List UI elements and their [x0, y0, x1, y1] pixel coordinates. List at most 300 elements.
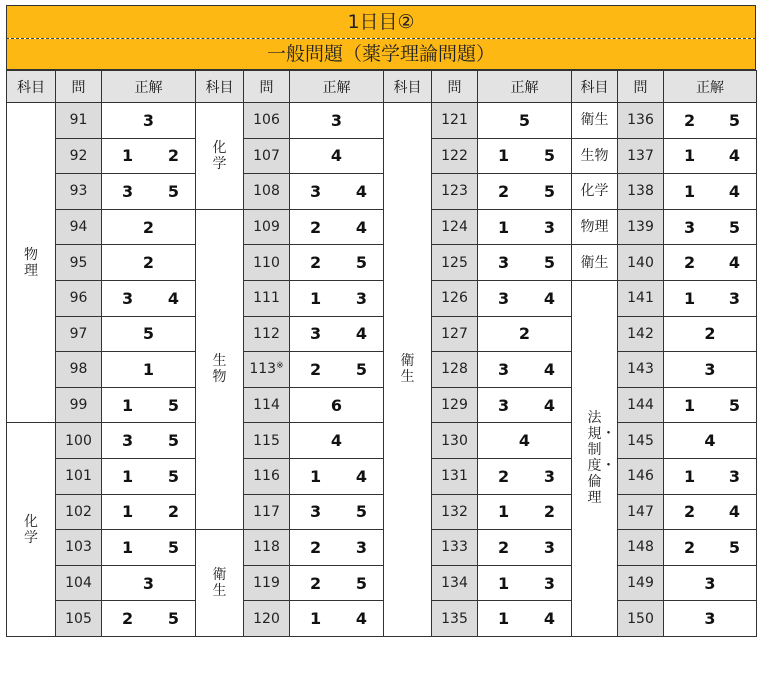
answer-value: 3	[543, 466, 555, 486]
answer-value: 2	[142, 253, 155, 273]
answer-cell	[102, 316, 196, 352]
answer-cell	[290, 209, 384, 245]
question-number-text: 112	[253, 325, 280, 342]
answer-header: 正解	[478, 71, 572, 103]
question-number	[244, 103, 290, 139]
answer-value: 2	[310, 253, 322, 273]
answer-value: 3	[142, 573, 155, 593]
answer-cell	[664, 280, 757, 316]
answer-cell	[290, 103, 384, 139]
subject-label: 物理	[580, 219, 609, 236]
question-number	[244, 138, 290, 174]
answer-cell	[664, 387, 757, 423]
question-number-text: 91	[69, 112, 88, 129]
answer-cell	[290, 138, 384, 174]
question-number-text: 106	[253, 112, 280, 129]
answer-cell	[664, 316, 757, 352]
answer-value: 3	[684, 217, 696, 237]
answer-value: 1	[122, 537, 134, 557]
answer-value: 4	[518, 431, 531, 451]
table-body	[7, 103, 757, 637]
question-number	[432, 245, 478, 281]
question-number	[56, 209, 102, 245]
question-number-text: 95	[69, 254, 88, 271]
subject-label: 化学	[580, 183, 609, 200]
answer-cell	[478, 387, 572, 423]
question-number-text: 115	[253, 432, 280, 449]
subject-label: 衛生	[400, 353, 415, 386]
question-number	[432, 103, 478, 139]
answer-value: 4	[355, 217, 367, 237]
answer-value: 1	[498, 217, 510, 237]
answer-cell	[102, 423, 196, 459]
table-row	[7, 423, 757, 459]
question-header: 問	[56, 71, 102, 103]
question-number	[618, 316, 664, 352]
question-number-text: 123	[441, 183, 468, 200]
table-row	[7, 103, 757, 139]
answer-value: 1	[498, 609, 510, 629]
question-number	[618, 209, 664, 245]
answer-sheet	[6, 5, 756, 637]
page-subtitle: 一般問題（薬学理論問題）	[6, 39, 756, 70]
answer-cell	[478, 209, 572, 245]
subject-label: 化学	[212, 139, 227, 172]
question-number-text: 143	[627, 361, 654, 378]
question-number-text: 116	[253, 468, 280, 485]
answer-cell	[102, 601, 196, 637]
question-number	[56, 245, 102, 281]
answer-value: 5	[167, 466, 179, 486]
answer-value: 1	[684, 181, 696, 201]
question-number	[56, 423, 102, 459]
question-number-text: 107	[253, 147, 280, 164]
question-number-text: 109	[253, 219, 280, 236]
question-number	[56, 494, 102, 530]
answer-value: 3	[704, 359, 716, 379]
table-row	[7, 209, 757, 245]
question-number	[56, 316, 102, 352]
table-row	[7, 352, 757, 388]
answer-value: 5	[355, 573, 367, 593]
answer-value: 3	[543, 217, 555, 237]
answer-value: 1	[684, 288, 696, 308]
answer-value: 2	[684, 537, 696, 557]
question-number-text: 133	[441, 539, 468, 556]
answer-cell	[290, 601, 384, 637]
question-number	[244, 601, 290, 637]
answer-value: 5	[167, 181, 179, 201]
subject-label: 生物	[580, 147, 609, 164]
answer-value: 2	[122, 609, 134, 629]
answer-value: 5	[518, 110, 531, 130]
question-number	[432, 174, 478, 210]
question-number-text: 117	[253, 503, 280, 520]
question-number	[618, 352, 664, 388]
question-number	[618, 138, 664, 174]
question-number	[432, 601, 478, 637]
table-row	[7, 316, 757, 352]
answer-value: 4	[355, 609, 367, 629]
answer-value: 5	[543, 253, 555, 273]
subject-label: 法規・制度・倫理	[587, 410, 616, 507]
answer-cell	[478, 174, 572, 210]
answer-cell	[102, 174, 196, 210]
answer-cell	[664, 245, 757, 281]
answer-cell	[478, 138, 572, 174]
question-number	[56, 530, 102, 566]
answer-value: 2	[498, 537, 510, 557]
table-row	[7, 138, 757, 174]
subject-cell	[572, 174, 618, 210]
question-number	[432, 138, 478, 174]
subject-header: 科目	[572, 71, 618, 103]
subject-cell	[196, 103, 244, 210]
question-number	[618, 458, 664, 494]
question-number-text: 145	[627, 432, 654, 449]
question-number-text: 146	[627, 468, 654, 485]
answer-cell	[102, 103, 196, 139]
question-number	[618, 387, 664, 423]
question-number-text: 104	[65, 575, 92, 592]
answer-value: 3	[498, 288, 510, 308]
question-number	[618, 174, 664, 210]
answer-cell	[478, 316, 572, 352]
answer-value: 3	[310, 502, 322, 522]
question-number-text: 110	[253, 254, 280, 271]
question-number	[56, 280, 102, 316]
page-title: 1日目②	[6, 5, 756, 38]
answer-cell	[664, 565, 757, 601]
answer-cell	[290, 565, 384, 601]
answer-cell	[102, 458, 196, 494]
answer-value: 5	[355, 502, 367, 522]
question-number-text: 97	[69, 325, 88, 342]
question-number-text: 122	[441, 147, 468, 164]
answer-value: 5	[728, 110, 740, 130]
answer-cell	[102, 245, 196, 281]
answer-value: 1	[684, 466, 696, 486]
answer-cell	[664, 423, 757, 459]
question-number	[244, 423, 290, 459]
answer-value: 2	[684, 110, 696, 130]
question-number-text: 121	[441, 112, 468, 129]
subject-label: 衛生	[580, 254, 609, 271]
answer-value: 5	[167, 431, 179, 451]
question-number-text: 141	[627, 290, 654, 307]
question-number-text: 130	[441, 432, 468, 449]
subject-header: 科目	[384, 71, 432, 103]
question-number-text: 132	[441, 503, 468, 520]
answer-cell	[664, 103, 757, 139]
question-number	[618, 530, 664, 566]
question-number-text: 92	[69, 147, 88, 164]
question-number-text: 140	[627, 254, 654, 271]
question-number	[618, 601, 664, 637]
subject-cell	[196, 209, 244, 529]
answer-value: 2	[543, 502, 555, 522]
answer-value: 4	[704, 431, 716, 451]
answer-value: 4	[543, 288, 555, 308]
question-number	[618, 494, 664, 530]
answer-value: 2	[518, 324, 531, 344]
question-number-text: 147	[627, 503, 654, 520]
answer-value: 3	[310, 324, 322, 344]
question-number-text: 96	[69, 290, 88, 307]
question-number-text: 98	[69, 361, 88, 378]
answer-value: 2	[684, 253, 696, 273]
subject-cell	[7, 423, 56, 637]
answer-value: 3	[498, 395, 510, 415]
answer-value: 5	[728, 395, 740, 415]
table-row	[7, 458, 757, 494]
answer-value: 1	[122, 395, 134, 415]
answer-value: 1	[142, 359, 155, 379]
answer-value: 1	[122, 146, 134, 166]
subject-cell	[572, 103, 618, 139]
question-header: 問	[432, 71, 478, 103]
answer-value: 3	[704, 609, 716, 629]
answer-value: 1	[684, 146, 696, 166]
answer-value: 3	[355, 288, 367, 308]
answer-value: 1	[122, 502, 134, 522]
question-number	[432, 209, 478, 245]
question-number-text: 111	[253, 290, 280, 307]
answer-cell	[102, 494, 196, 530]
answer-value: 3	[728, 288, 740, 308]
answer-cell	[478, 103, 572, 139]
answer-value: 4	[728, 502, 740, 522]
answer-cell	[290, 352, 384, 388]
answer-value: 4	[355, 466, 367, 486]
subject-label: 生物	[212, 353, 227, 386]
question-number	[244, 387, 290, 423]
answer-value: 2	[498, 181, 510, 201]
table-header-row	[7, 71, 757, 103]
answer-value: 4	[728, 146, 740, 166]
question-number-text: 102	[65, 503, 92, 520]
answer-cell	[664, 601, 757, 637]
question-number-text: 149	[627, 575, 654, 592]
question-number-text: 126	[441, 290, 468, 307]
question-number	[244, 316, 290, 352]
answer-value: 3	[122, 288, 134, 308]
question-number-text: 118	[253, 539, 280, 556]
answer-value: 3	[122, 431, 134, 451]
answer-value: 6	[330, 395, 343, 415]
answer-cell	[478, 458, 572, 494]
question-number-text: 114	[253, 397, 280, 414]
answer-cell	[478, 423, 572, 459]
answer-value: 3	[310, 181, 322, 201]
answer-value: 3	[498, 253, 510, 273]
question-number-text: 93	[69, 183, 88, 200]
question-number	[618, 280, 664, 316]
question-number	[432, 387, 478, 423]
subject-cell	[572, 138, 618, 174]
question-number-text: 103	[65, 539, 92, 556]
answer-value: 2	[310, 537, 322, 557]
answer-value: 4	[355, 181, 367, 201]
answer-value: 4	[543, 395, 555, 415]
question-number	[432, 458, 478, 494]
subject-cell	[572, 245, 618, 281]
answer-header: 正解	[290, 71, 384, 103]
question-header: 問	[618, 71, 664, 103]
answer-cell	[478, 280, 572, 316]
question-number	[244, 530, 290, 566]
answer-value: 5	[167, 537, 179, 557]
question-number	[56, 103, 102, 139]
subject-cell	[572, 280, 618, 636]
answer-cell	[290, 174, 384, 210]
question-number	[56, 138, 102, 174]
answer-value: 1	[122, 466, 134, 486]
question-number	[244, 352, 290, 388]
question-number-text: 124	[441, 219, 468, 236]
question-number	[244, 174, 290, 210]
subject-cell	[384, 103, 432, 637]
answer-value: 4	[330, 146, 343, 166]
answer-cell	[664, 209, 757, 245]
question-number	[432, 494, 478, 530]
answer-value: 4	[167, 288, 179, 308]
answer-cell	[478, 601, 572, 637]
answer-value: 5	[543, 146, 555, 166]
question-number-text: 148	[627, 539, 654, 556]
answer-cell	[102, 138, 196, 174]
table-row	[7, 174, 757, 210]
question-number	[244, 245, 290, 281]
answer-value: 4	[330, 431, 343, 451]
subject-label: 化学	[24, 513, 38, 546]
question-number-text: 119	[253, 575, 280, 592]
answer-value: 5	[142, 324, 155, 344]
answer-cell	[290, 280, 384, 316]
question-number	[56, 458, 102, 494]
answer-value: 3	[122, 181, 134, 201]
question-number-text: 125	[441, 254, 468, 271]
answer-value: 3	[543, 537, 555, 557]
answer-header: 正解	[102, 71, 196, 103]
answer-cell	[290, 245, 384, 281]
question-number	[244, 280, 290, 316]
answer-value: 1	[498, 573, 510, 593]
answer-cell	[290, 530, 384, 566]
answer-cell	[290, 423, 384, 459]
answer-value: 2	[684, 502, 696, 522]
answer-value: 1	[310, 466, 322, 486]
answer-cell	[478, 245, 572, 281]
answer-cell	[102, 387, 196, 423]
subject-cell	[196, 530, 244, 637]
answer-cell	[664, 174, 757, 210]
question-number-text: 137	[627, 147, 654, 164]
answer-value: 4	[728, 181, 740, 201]
answer-value: 3	[543, 573, 555, 593]
answer-cell	[478, 565, 572, 601]
answer-cell	[664, 530, 757, 566]
subject-header: 科目	[7, 71, 56, 103]
answer-value: 2	[310, 573, 322, 593]
question-number-text: 108	[253, 183, 280, 200]
question-number	[618, 565, 664, 601]
question-number-text: 150	[627, 610, 654, 627]
subject-cell	[7, 103, 56, 423]
question-number	[432, 316, 478, 352]
question-header: 問	[244, 71, 290, 103]
answer-cell	[664, 458, 757, 494]
answer-value: 3	[355, 537, 367, 557]
question-number-text: 94	[69, 219, 88, 236]
question-number	[432, 423, 478, 459]
answer-value: 4	[355, 324, 367, 344]
answer-value: 2	[167, 502, 179, 522]
answer-cell	[664, 138, 757, 174]
answer-value: 2	[498, 466, 510, 486]
answer-value: 2	[704, 324, 716, 344]
answer-value: 2	[310, 359, 322, 379]
question-number-text: 128	[441, 361, 468, 378]
table-row	[7, 530, 757, 566]
answer-cell	[478, 494, 572, 530]
answer-cell	[478, 530, 572, 566]
table-row	[7, 387, 757, 423]
question-number-text: 99	[69, 397, 88, 414]
question-number-text: 134	[441, 575, 468, 592]
answer-value: 2	[142, 217, 155, 237]
answer-cell	[290, 316, 384, 352]
answer-cell	[478, 352, 572, 388]
answer-value: 5	[355, 253, 367, 273]
answer-table	[6, 70, 757, 637]
subject-cell	[572, 209, 618, 245]
answer-cell	[102, 280, 196, 316]
question-number	[244, 209, 290, 245]
question-number-text: 139	[627, 219, 654, 236]
question-number-text: 142	[627, 325, 654, 342]
answer-value: 4	[543, 359, 555, 379]
answer-value: 1	[684, 395, 696, 415]
answer-cell	[102, 565, 196, 601]
subject-header: 科目	[196, 71, 244, 103]
answer-value: 1	[498, 146, 510, 166]
answer-value: 1	[498, 502, 510, 522]
answer-value: 1	[310, 609, 322, 629]
question-number-text: 135	[441, 610, 468, 627]
answer-value: 3	[330, 110, 343, 130]
table-row	[7, 565, 757, 601]
answer-header: 正解	[664, 71, 757, 103]
table-row	[7, 601, 757, 637]
question-number	[56, 387, 102, 423]
answer-value: 3	[704, 573, 716, 593]
answer-value: 4	[728, 253, 740, 273]
question-number	[432, 565, 478, 601]
answer-value: 3	[728, 466, 740, 486]
answer-value: 3	[142, 110, 155, 130]
subject-label: 衛生	[212, 567, 227, 600]
answer-value: 3	[498, 359, 510, 379]
answer-value: 4	[543, 609, 555, 629]
question-note-mark: ※	[276, 361, 284, 372]
question-number-text: 129	[441, 397, 468, 414]
answer-cell	[102, 209, 196, 245]
question-number-text: 100	[65, 432, 92, 449]
question-number	[56, 352, 102, 388]
question-number	[432, 280, 478, 316]
question-number-text: 131	[441, 468, 468, 485]
